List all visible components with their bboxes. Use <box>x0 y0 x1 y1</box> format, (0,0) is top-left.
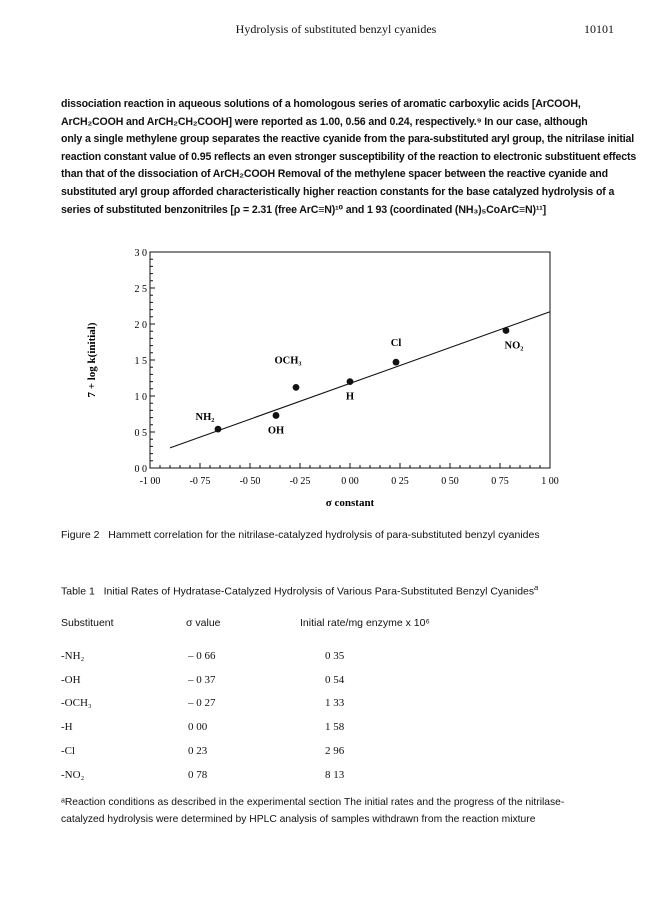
data-point-label: OCH₃ <box>274 355 302 367</box>
table-cell-substituent: -OCH₃ <box>61 697 92 709</box>
body-paragraph <box>61 96 637 219</box>
data-point <box>215 426 222 433</box>
figure-label: Figure 2 <box>61 529 100 541</box>
x-tick-label: -1 00 <box>139 476 161 487</box>
table-caption-text: Initial Rates of Hydratase-Catalyzed Hydrolysis of Various Para-Substituted Benzyl Cyanides <box>103 585 535 598</box>
figure-caption <box>61 529 621 541</box>
table-caption-footnote-mark: a <box>534 583 539 592</box>
body-line: than that of the dissociation of ArCH₂COOH Removal of the methylene spacer between the reactive cyanide and <box>61 168 608 181</box>
table-cell-rate: 8 13 <box>325 769 345 781</box>
data-point-label: OH <box>267 425 285 437</box>
table-cell-rate: 0 54 <box>325 674 345 686</box>
x-tick-label: -0 50 <box>239 476 261 487</box>
plot-frame <box>150 252 550 468</box>
y-tick-label: 0 0 <box>134 464 147 475</box>
column-header-initial-rate: Initial rate/mg enzyme x 10⁶ <box>300 617 430 629</box>
regression-line <box>170 312 550 448</box>
data-point <box>393 359 400 366</box>
figure-caption-text: Hammett correlation for the nitrilase-catalyzed hydrolysis of para-substituted benzyl cyanides <box>108 529 540 541</box>
data-point <box>347 378 354 385</box>
x-tick-label: 0 00 <box>341 476 359 487</box>
data-point <box>293 384 300 391</box>
table-cell-substituent: -OH <box>61 674 81 686</box>
footnote-line: ᵃReaction conditions as described in the experimental section The initial rates and the progress of the nitrilase- <box>61 797 565 808</box>
body-line: reaction constant value of 0.95 reflects an even stronger susceptibility of the reaction to electronic substituent effects <box>61 150 637 163</box>
table-cell-sigma: 0 00 <box>188 721 208 733</box>
footnote-line: catalyzed hydrolysis were determined by HPLC analysis of samples withdrawn from the reaction mixture <box>61 814 536 825</box>
column-header-sigma: σ value <box>186 617 221 629</box>
x-axis-label: σ constant <box>325 497 375 509</box>
table-cell-sigma: – 0 37 <box>188 674 216 686</box>
table-cell-substituent: -Cl <box>61 745 76 757</box>
x-tick-label: -0 25 <box>289 476 311 487</box>
body-line: substituted aryl group afforded characteristically higher reaction constants for the base catalyzed hydrolysis of a <box>61 185 615 198</box>
body-line: only a single methylene group separates the reactive cyanide from the para-substituted aryl group, the nitrilase initial <box>61 133 635 146</box>
body-line: dissociation reaction in aqueous solutions of a homologous series of aromatic carboxylic acids [ArCOOH, <box>61 98 581 110</box>
table-cell-sigma: 0 23 <box>188 745 208 757</box>
table-cell-sigma: 0 78 <box>188 769 208 781</box>
table-cell-substituent: -H <box>61 721 73 733</box>
page-number: 10101 <box>584 22 614 36</box>
column-header-substituent: Substituent <box>61 617 114 629</box>
x-tick-label: 0 75 <box>491 476 509 487</box>
data-point-label: Cl <box>390 338 402 350</box>
table-cell-rate: 1 33 <box>325 697 345 709</box>
y-tick-label: 2 0 <box>134 320 147 331</box>
data-point <box>273 412 280 419</box>
y-tick-label: 0 5 <box>134 428 147 439</box>
y-tick-label: 1 5 <box>134 356 147 367</box>
running-header-title: Hydrolysis of substituted benzyl cyanides <box>235 22 437 36</box>
table-label: Table 1 <box>61 585 95 598</box>
y-tick-label: 2 5 <box>134 284 147 295</box>
y-tick-label: 3 0 <box>134 248 147 259</box>
table-cell-rate: 1 58 <box>325 721 345 733</box>
y-tick-label: 1 0 <box>134 392 147 403</box>
table-cell-rate: 0 35 <box>325 650 345 662</box>
body-line: ArCH₂COOH and ArCH₂CH₂COOH] were reported as 1.00, 0.56 and 0.24, respectively.⁹ In our case, although <box>61 115 588 128</box>
x-tick-label: 1 00 <box>541 476 559 487</box>
table-cell-sigma: – 0 27 <box>188 697 216 709</box>
table-cell-substituent: -NO₂ <box>61 769 85 781</box>
table-footnote <box>61 794 621 828</box>
table-cell-substituent: -NH₂ <box>61 650 85 662</box>
table-cell-rate: 2 96 <box>325 745 345 757</box>
data-point-label: NH₂ <box>195 412 215 424</box>
data-point-label: H <box>345 391 355 403</box>
x-tick-label: -0 75 <box>189 476 211 487</box>
table-cell-sigma: – 0 66 <box>188 650 216 662</box>
table-caption <box>61 583 621 598</box>
body-line: series of substituted benzonitriles [ρ = 2.31 (free ArC≡N)¹⁰ and 1 93 (coordinated (NH₃)₅CoArC≡N)¹¹] <box>61 203 546 216</box>
x-tick-label: 0 25 <box>391 476 409 487</box>
y-axis-label: 7 + log k(initial) <box>86 322 98 398</box>
data-point-label: NO₂ <box>504 340 524 352</box>
x-tick-label: 0 50 <box>441 476 459 487</box>
data-point <box>503 327 510 334</box>
hammett-scatter-plot <box>60 240 580 525</box>
